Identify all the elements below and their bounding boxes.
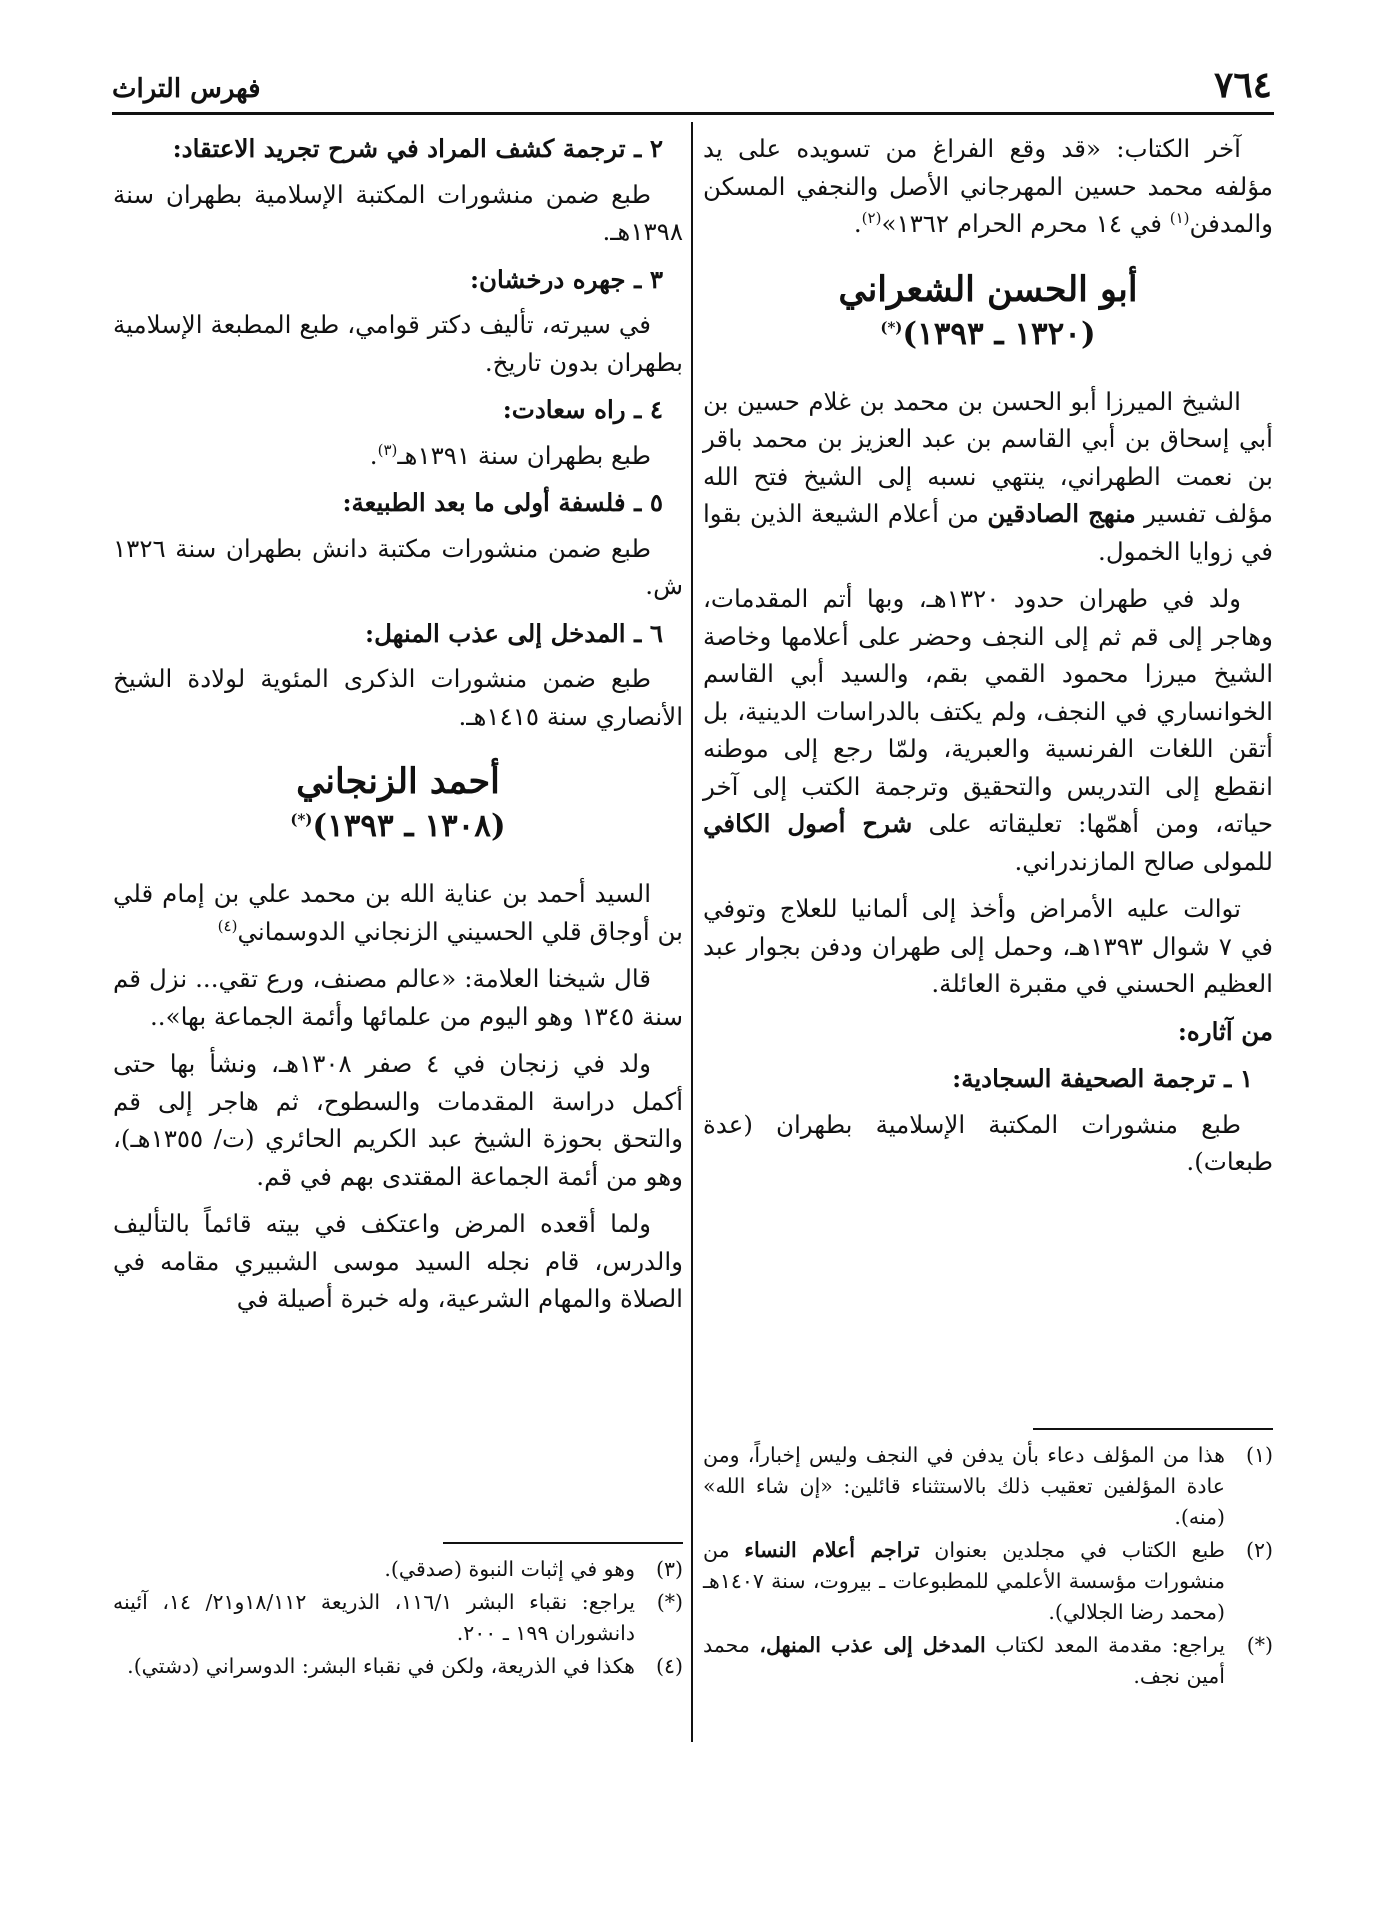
footnote-text — [703, 1535, 1225, 1628]
footnote-text: هكذا في الذريعة، ولكن في نقباء البشر: الدوسراني (دشتي). — [127, 1654, 635, 1678]
footnote-mark: (١) — [1245, 1443, 1273, 1467]
work-item-5-text: طبع ضمن منشورات مكتبة دانش بطهران سنة ١٣٢٦ ش. — [113, 533, 683, 600]
bio-paragraph-2 — [703, 580, 1273, 880]
text: . — [369, 440, 378, 470]
text: السيد أحمد بن عناية الله بن محمد علي بن إمام قلي بن أوجاق قلي الحسيني الزنجاني الدوسماني — [113, 879, 683, 946]
text: . — [853, 209, 862, 238]
bio-paragraph-1 — [703, 383, 1273, 571]
footnote-mark: (٣) — [655, 1557, 683, 1581]
work-item-2: ٢ ـ ترجمة كشف المراد في شرح تجريد الاعتقاد: — [172, 134, 663, 163]
footnote-mark: (*) — [1246, 1633, 1273, 1657]
page-number: ٧٦٤ — [1213, 64, 1272, 106]
text: ولد في طهران حدود ١٣٢٠هـ، وبها أتم المقدمات، وهاجر إلى قم ثم إلى النجف وحضر على أعلامها وخاصة الشيخ ميرزا محمود القمي بقم، والسيد أبي القاسم الخوانساري في النجف، ولم يكتف بالدراسات الدينية، بل أتقن اللغات الفرنسية والعبرية، ولمّا رجع إلى موطنه انقطع إلى التدريس والتحقيق وترجمة الكتب إلى آخر حياته، ومن أهمّها: تعليقاته على — [703, 584, 1274, 838]
book-title: شرح أصول الكافي — [703, 809, 913, 838]
text: من منشورات مؤسسة الأعلمي للمطبوعات ـ بيروت، سنة ١٤٠٧هـ (محمد رضا الجلالي). — [703, 1538, 1225, 1624]
right-column — [703, 130, 1273, 1191]
text: الشيخ الميرزا أبو الحسن بن محمد بن غلام حسين بن أبي إسحاق بن أبي القاسم بن عبد العزيز بن محمد باقر بن نعمت الطهراني، ينتهي نسبه إلى الشيخ فتح الله مؤلف تفسير — [703, 386, 1273, 528]
header-rule — [112, 112, 1274, 115]
book-title: تراجم أعلام النساء — [744, 1538, 920, 1562]
footnotes-left — [113, 1554, 683, 1684]
footnote — [113, 1554, 683, 1585]
footnote-ref: (*) — [880, 318, 903, 337]
bio-paragraph-2: قال شيخنا العلامة: «عالم مصنف، ورع تقي... نزل قم سنة ١٣٤٥ وهو اليوم من علمائها وأئمة الجماعة بها».. — [113, 964, 683, 1031]
text: في ١٤ محرم الحرام ١٣٦٢» — [881, 209, 1170, 238]
text: طبع بطهران سنة ١٣٩١هـ — [397, 440, 651, 470]
running-header — [112, 62, 1272, 112]
bio-paragraph-4: ولما أقعده المرض واعتكف في بيته قائماً بالتأليف والدرس، قام نجله السيد موسى الشبيري مقامه في الصلاة والمهام الشرعية، وله خبرة أصيلة في — [113, 1209, 683, 1313]
work-item-3-text: في سيرته، تأليف دكتر قوامي، طبع المطبعة الإسلامية بطهران بدون تاريخ. — [113, 310, 683, 377]
footnotes-right — [703, 1440, 1273, 1694]
left-column — [113, 130, 683, 1328]
dates-text: (١٣٢٠ ـ ١٣٩٣) — [902, 315, 1096, 352]
work-item-1-text: طبع منشورات المكتبة الإسلامية بطهران (عدة طبعات). — [703, 1109, 1273, 1176]
footnote-ref: (٢) — [861, 208, 882, 227]
work-item-4-text — [113, 437, 683, 475]
footnote-text: يراجع: نقباء البشر ١١٦/١، الذريعة ١٨/١١٢و٢١/ ١٤، آئينه دانشوران ١٩٩ ـ ٢٠٠. — [113, 1590, 635, 1645]
footnote — [703, 1440, 1273, 1533]
biography-heading: أحمد الزنجاني — [296, 761, 500, 802]
work-item-6-text: طبع ضمن منشورات الذكرى المئوية لولادة الشيخ الأنصاري سنة ١٤١٥هـ. — [113, 664, 683, 731]
work-item-1: ١ ـ ترجمة الصحيفة السجادية: — [952, 1064, 1253, 1093]
work-item-4: ٤ ـ راه سعادت: — [502, 395, 663, 424]
footnote-ref: (٣) — [377, 440, 398, 459]
work-item-2-text: طبع ضمن منشورات المكتبة الإسلامية بطهران سنة ١٣٩٨هـ. — [113, 179, 683, 246]
footnote-text — [703, 1630, 1225, 1692]
footnote-ref: (١) — [1169, 208, 1190, 227]
work-item-3: ٣ ـ جهره درخشان: — [470, 264, 663, 294]
footnote-text: وهو في إثبات النبوة (صدقي). — [384, 1557, 635, 1581]
footnote-rule-right — [1033, 1428, 1273, 1430]
footnote-ref: (٤) — [217, 916, 238, 935]
bio-paragraph-1 — [113, 875, 683, 950]
footnote-ref: (*) — [290, 810, 313, 829]
work-item-6: ٦ ـ المدخل إلى عذب المنهل: — [365, 618, 663, 648]
footnote — [113, 1651, 683, 1682]
footnote-rule-left — [443, 1542, 683, 1544]
biography-heading: أبو الحسن الشعراني — [838, 268, 1138, 310]
column-divider — [691, 122, 693, 1742]
book-title: المدخل إلى عذب المنهل، — [759, 1633, 986, 1657]
works-label: من آثاره: — [1177, 1016, 1273, 1046]
text: آخر الكتاب: «قد وقع الفراغ من تسويده على يد مؤلفه محمد حسين المهرجاني الأصل والنجفي المسكن والمدفن — [703, 134, 1273, 238]
bio-paragraph-3: ولد في زنجان في ٤ صفر ١٣٠٨هـ، ونشأ بها حتى أكمل دراسة المقدمات والسطوح، ثم هاجر إلى قم والتحق بحوزة الشيخ عبد الكريم الحائري (ت/ ١٣٥٥هـ)، وهو من أئمة الجماعة المقتدى بهم في قم. — [113, 1049, 683, 1191]
bio-paragraph-3: توالت عليه الأمراض وأخذ إلى ألمانيا للعلاج وتوفي في ٧ شوال ١٣٩٣هـ، وحمل إلى طهران ودفن بجوار عبد العظيم الحسني في مقبرة العائلة. — [703, 894, 1274, 998]
biography-dates — [703, 313, 1273, 355]
footnote-mark: (٤) — [655, 1654, 683, 1678]
book-title: منهج الصادقين — [987, 499, 1136, 528]
book-ending-paragraph — [703, 130, 1273, 243]
footnote-mark: (٢) — [1245, 1538, 1273, 1562]
footnote — [703, 1630, 1273, 1692]
text: يراجع: مقدمة المعد لكتاب — [985, 1633, 1225, 1657]
footnote — [113, 1587, 683, 1649]
footnote — [703, 1535, 1273, 1628]
dates-text: (١٣٠٨ ـ ١٣٩٣) — [312, 808, 506, 844]
text: من أعلام الشيعة الذين بقوا في زوايا الخمول. — [703, 499, 1273, 566]
biography-dates — [113, 805, 683, 847]
text: طبع الكتاب في مجلدين بعنوان — [919, 1538, 1225, 1562]
running-title: فهرس التراث — [112, 74, 261, 104]
text: للمولى صالح المازندراني. — [1014, 846, 1273, 876]
footnote-mark: (*) — [656, 1590, 683, 1614]
footnote-text: هذا من المؤلف دعاء بأن يدفن في النجف وليس إخباراً، ومن عادة المؤلفين تعقيب ذلك بالاستثناء قائلين: «إن شاء الله» (منه). — [703, 1443, 1225, 1529]
text: محمد أمين نجف. — [703, 1633, 1225, 1688]
work-item-5: ٥ ـ فلسفة أولى ما بعد الطبيعة: — [342, 488, 663, 517]
